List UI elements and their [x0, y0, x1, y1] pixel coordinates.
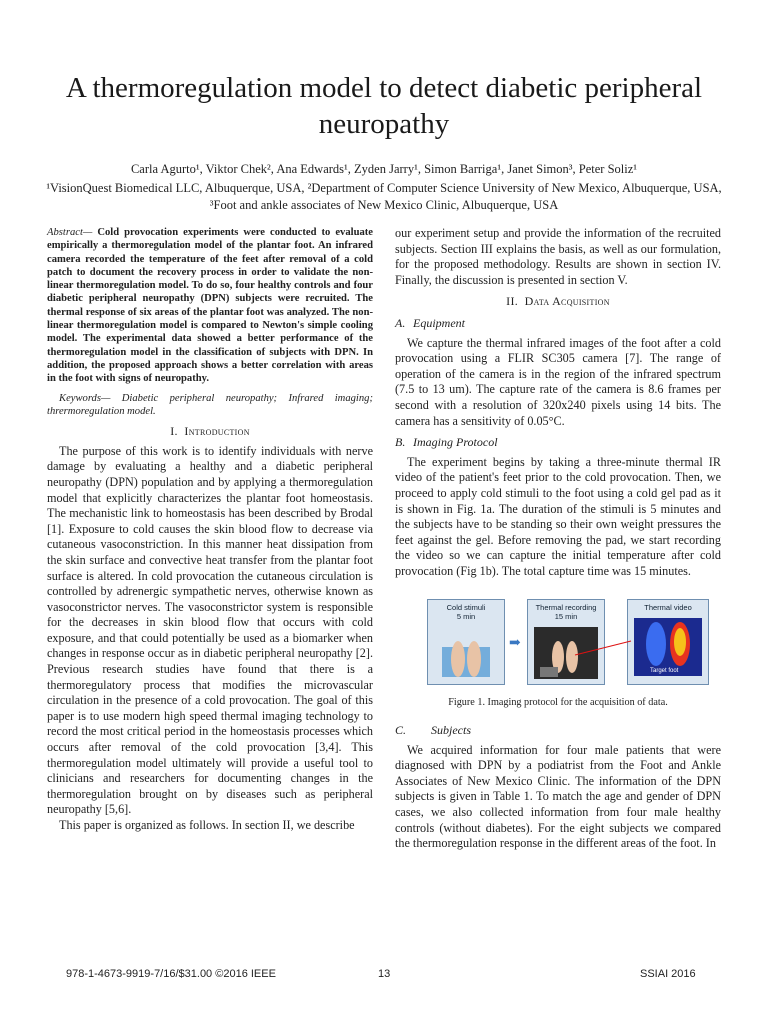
subsection-title: Imaging Protocol	[413, 435, 498, 450]
subsection-heading-imaging-protocol	[395, 435, 721, 451]
subsection-label: A.	[395, 315, 406, 330]
figure-1	[395, 593, 721, 691]
panel-duration: 15 min	[554, 612, 578, 622]
figure-caption: Figure 1. Imaging protocol for the acquisition of data.	[448, 697, 668, 709]
paper-title: A thermoregulation model to detect diabetic peripheral neuropathy	[65, 72, 703, 140]
subsection-title: Equipment	[413, 315, 465, 330]
protocol-paragraph: The experiment begins by taking a three-minute thermal IR video of the patient's feet prior to the cold provocation. Then, we proceed to apply cold stimuli to the foot using a cold gel pad as it is shown in Fig. 1a. The duration of the stimuli is 5 minutes and the subjects have to be standing so their own weight pressures the feet against the gel. Before removing the pad, we start recording the video so we can capture the initial temperature after cold provocation (Fig 1b). The total capture time was 15 minutes.	[395, 454, 721, 578]
subjects-paragraph: We acquired information for four male patients that were diagnosed with DPN by a podiatrist from the Foot and Ankle Associates of New Mexico Clinic. The information of the DPN subjects is given in Table 1. To match the age and gender of DPN cases, we also collected information from four male healthy controls (without diabetes). For the eight subjects we compared the thermoregulation response in the different areas of the foot. In	[395, 742, 721, 851]
subsection-title: Subjects	[431, 723, 471, 738]
panel-duration: 5 min	[456, 612, 476, 622]
target-foot-label: Target foot	[650, 668, 679, 675]
intro-paragraph-1: The purpose of this work is to identify individuals with nerve damage by evaluating a healthy and a diabetic peripheral neuropathy (DPN) population and by applying a thermoregulation model that explicitly characterizes the plantar foot homeostasis. The mechanistic link to homeostasis has been described by Brodal [1]. Exposure to cold causes the skin blood flow to decrease via cutaneous vasoconstriction. In this manner heat dissipation from the skin surface and convective heat transfer from the plantar foot surface is altered. In cold provocation the cutaneous circulation is controlled by adrenergic sympathetic nerves, otherwise known as vasoconstrictor nerves. The vasoconstrictor system is responsible for the decreases in skin blood flow that occurs with cold exposure, and that could potentially be used as a biomarker when changes in response occur as in diabetic peripheral neuropathy [2]. Previous research studies have found that there is a thermoregulatory process that modifies the microvascular circulation in the presence of a cold provocation. The goal of this paper is to use modern high speed thermal imaging technology to record the most critical period in the homeostasis processes which occurs after removal of the cold provocation [3,4]. This thermoregulation model ultimately will provide a useful tool to clinicians and researchers for documenting changes in the thermoregulation brought on by diseases such as peripheral neuropathy [5,6].	[47, 443, 373, 817]
subsection-label: B.	[395, 435, 406, 450]
equipment-paragraph: We capture the thermal infrared images of the foot after a cold provocation using a FLIR SC305 camera [7]. The range of operation of the camera is in the region of the infrared spectrum (7.5 to 13 um). The capture rate of the camera is 8.6 frames per second with a resolution of 320x240 pixels using 14 bits. The camera has a sensitivity of 0.05°C.	[395, 335, 721, 428]
figure-pointer-line	[395, 593, 721, 691]
section-heading-data-acquisition	[395, 294, 721, 310]
panel-caption: Cold stimuli	[446, 603, 486, 613]
subsection-heading-equipment	[395, 316, 721, 332]
section-number: II.	[506, 294, 519, 309]
footer-conference: SSIAI 2016	[640, 968, 696, 980]
intro-continuation: our experiment setup and provide the information of the recruited subjects. Section III explains the basis, as well as our formulation, for the proposed methodology. Results are shown in section IV. Finally, the discussion is presented in section V.	[395, 226, 721, 287]
section-title: Data Acquisition	[524, 294, 610, 309]
keywords: Keywords— Diabetic peripheral neuropathy; Infrared imaging; thrermoregulation model.	[47, 392, 373, 417]
subsection-heading-subjects	[395, 723, 721, 739]
left-column	[47, 226, 373, 834]
footer-copyright: 978-1-4673-9919-7/16/$31.00 ©2016 IEEE	[66, 968, 276, 980]
section-heading-introduction	[47, 424, 373, 440]
section-title: Introduction	[184, 424, 250, 439]
subsection-label: C.	[395, 723, 407, 738]
panel-caption: Thermal recording	[535, 603, 597, 613]
abstract	[47, 226, 373, 386]
panel-caption: Thermal video	[644, 603, 692, 613]
arrow-right-icon: ➡	[509, 636, 521, 652]
footer-page-number: 13	[378, 968, 391, 980]
section-number: I.	[170, 424, 178, 439]
abstract-text: Cold provocation experiments were conducted to evaluate empirically a thermoregulation model of the plantar foot. An infrared camera recorded the temperature of the feet after removal of a cold patch to document the recovery process in order to validate the non-linear thermoregulation model. To do so, four healthy controls and four diabetic peripheral neuropathy (DPN) subjects were recruited. The thermal response of six areas of the plantar foot was analyzed. The non-linear thermoregulation model is compared to Newton's simple cooling model. The experimental data showed a better performance of the thermoregulation model in the classification of subjects with DPN. In addition, the proposed approach shows a better correlation with areas in the foot with signs of neuropathy.	[47, 227, 373, 385]
abstract-lead: Abstract—	[47, 227, 93, 238]
intro-paragraph-2: This paper is organized as follows. In section II, we describe	[59, 818, 355, 832]
author-list: Carla Agurto¹, Viktor Chek², Ana Edwards¹, Zyden Jarry¹, Simon Barriga¹, Janet Simon³, Peter Soliz¹	[130, 162, 638, 176]
affiliations: ¹VisionQuest Biomedical LLC, Albuquerque, USA, ²Department of Computer Science University of New Mexico, Albuquerque, USA, ³Foot and ankle associates of New Mexico Clinic, Albuquerque, USA	[46, 181, 722, 212]
right-column	[395, 226, 721, 852]
